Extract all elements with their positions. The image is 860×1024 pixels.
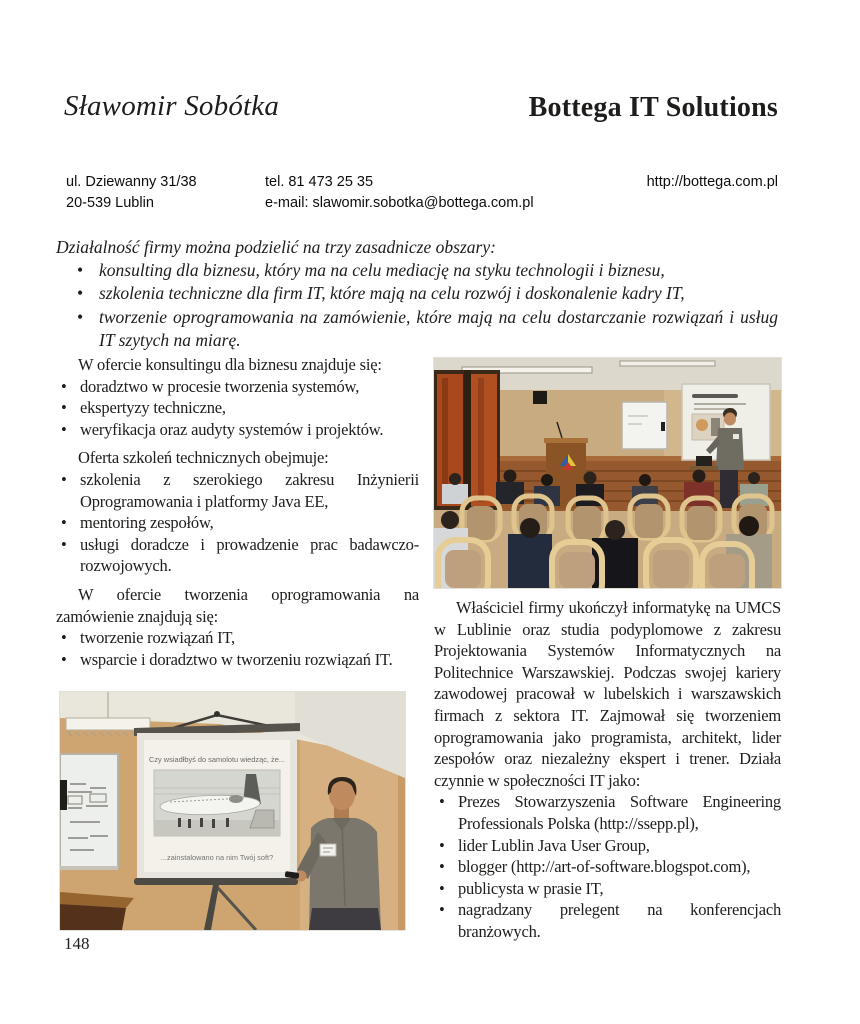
speaker-box [533, 391, 547, 404]
slide-airplane-image [154, 770, 280, 836]
training-room-photo [434, 358, 781, 588]
list-item: • usługi doradcze i prowadzenie prac badawczo-rozwojowych. [56, 534, 419, 577]
consulting-offer-section [56, 354, 419, 440]
section-heading: Oferta szkoleń technicznych obejmuje: [78, 448, 329, 468]
website-line: http://bottega.com.pl [646, 174, 778, 190]
software-offer-section [56, 584, 419, 670]
list-item: • weryfikacja oraz audyty systemów i projektów. [56, 419, 419, 441]
section-heading: W ofercie tworzenia oprogramowania na zamówienie znajdują się: [56, 584, 419, 626]
consulting-list [56, 376, 419, 441]
slide-title-bar [692, 394, 738, 398]
whiteboard [622, 402, 667, 449]
table [60, 892, 134, 930]
left-column [56, 354, 419, 670]
list-item: • tworzenie oprogramowania na zamówienie, które mają na celu dostarczanie rozwiązań i usług IT szytych na miarę. [56, 306, 778, 352]
list-item: • doradztwo w procesie tworzenia systemów, [56, 376, 419, 398]
list-item: • blogger (http://art-of-software.blogspot.com), [434, 856, 781, 878]
list-item: • nagradzany prelegent na konferencjach branżowych. [434, 899, 781, 942]
list-item: • konsulting dla biznesu, który ma na celu mediację na styku technologii i biznesu, [56, 259, 778, 282]
presentation-illustration [60, 692, 405, 930]
page-number: 148 [64, 934, 90, 953]
address-line-1: ul. Dziewanny 31/38 [66, 174, 197, 190]
email-line: e-mail: slawomir.sobotka@bottega.com.pl [265, 195, 534, 211]
training-offer-section [56, 447, 419, 577]
contact-phone-email [265, 172, 534, 214]
list-item: • wsparcie i doradztwo w tworzeniu rozwiązań IT. [56, 649, 419, 671]
software-list [56, 627, 419, 670]
right-column [434, 358, 781, 943]
presenter-trousers [309, 908, 381, 930]
slide-bottom-text: ...zainstalowano na nim Twój soft? [160, 853, 274, 862]
phone-line: tel. 81 473 25 35 [265, 174, 374, 190]
contact-block [66, 172, 778, 218]
list-item: • Prezes Stowarzyszenia Software Engineering Professionals Polska (http://ssepp.pl), [434, 791, 781, 834]
name-badge [320, 844, 336, 856]
contact-address [66, 172, 197, 214]
list-item: • ekspertyzy techniczne, [56, 397, 419, 419]
list-item: • publicysta w prasie IT, [434, 878, 781, 900]
intro-lead: Działalność firmy można podzielić na trzy zasadnicze obszary: [56, 237, 496, 257]
screen-bottom-rod [134, 878, 298, 885]
list-item: • mentoring zespołów, [56, 512, 419, 534]
training-list [56, 469, 419, 577]
bio-list [434, 791, 781, 942]
list-item: • lider Lublin Java User Group, [434, 835, 781, 857]
name-badge [733, 434, 739, 439]
training-room-illustration [434, 358, 781, 588]
list-item: • tworzenie rozwiązań IT, [56, 627, 419, 649]
presentation-photo [60, 692, 405, 930]
author-name: Sławomir Sobótka [64, 90, 280, 122]
intro-section [56, 236, 778, 352]
light-strip [620, 361, 715, 366]
list-item: • szkolenia techniczne dla firm IT, które mają na celu rozwój i doskonalenie kadry IT, [56, 282, 778, 305]
section-heading: W ofercie konsultingu dla biznesu znajduje się: [78, 355, 382, 374]
bio-paragraph: Właściciel firmy ukończył informatykę na UMCS w Lublinie oraz studia podyplomowe z zakresu Projektowania Systemów Informatycznych na Politechnice Warszawskiej. Podczas swojej kariery zawodowej pracował w lubelskich i warszawskich firmach z sektora IT. Zajmował się tworzeniem oprogramowania jako programista, architekt, lider zespołów oraz niezależny ekspert i trener. Działa czynnie w społeczności IT jako: [434, 598, 781, 790]
list-item: • szkolenia z szerokiego zakresu Inżynierii Oprogramowania i platformy Java EE, [56, 469, 419, 512]
address-line-2: 20-539 Lublin [66, 195, 154, 211]
slide-top-text: Czy wsiadłbyś do samolotu wiedząc, że... [149, 755, 285, 764]
whiteboard [60, 754, 118, 870]
intro-list [56, 259, 778, 352]
company-name: Bottega IT Solutions [528, 92, 778, 123]
